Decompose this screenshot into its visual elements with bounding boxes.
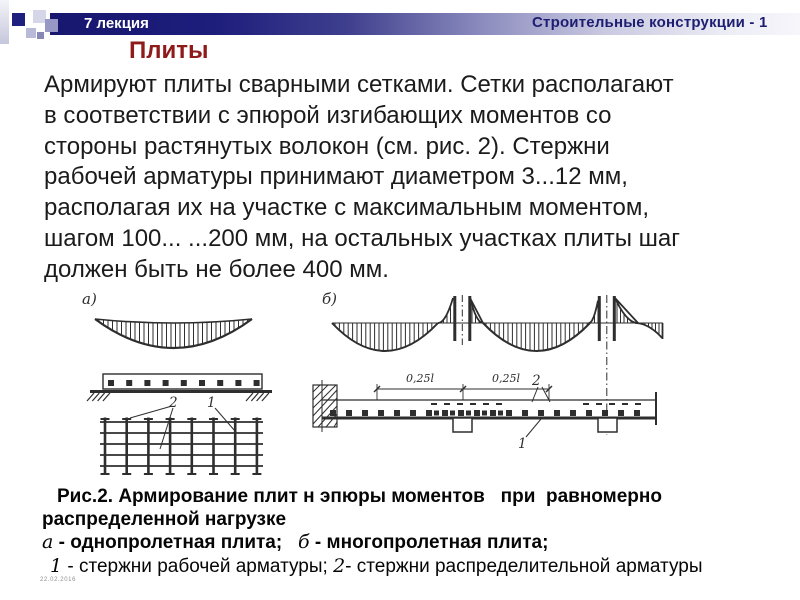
footer-note: 22.02.2016 xyxy=(40,577,77,583)
deco-square-navy xyxy=(12,13,25,26)
body-line: должен быть не более 400 мм. xyxy=(44,255,389,283)
body-line: располагая их на участке с максимальным моментом, xyxy=(44,194,649,222)
page-title: Плиты xyxy=(129,37,209,64)
lecture-label: 7 лекция xyxy=(84,15,149,32)
item-a-key: а xyxy=(42,531,54,553)
dimension-label-right: 0,25l xyxy=(491,372,521,385)
figure-a-single-span-slab xyxy=(60,288,290,480)
callout-2-label: 2 xyxy=(532,373,541,389)
course-label: Строительные конструкции - 1 xyxy=(532,14,768,31)
callout-1-label: 1 xyxy=(518,436,527,452)
legend-1-key: 1 xyxy=(50,555,63,577)
legend-2-key: 2 xyxy=(333,555,346,577)
body-line: в соответствии с эпюрой изгибающих моментов со xyxy=(44,101,612,129)
figure-b-label: б) xyxy=(322,290,338,308)
figure-b-multi-span-slab xyxy=(305,288,770,463)
body-line: рабочей арматуры принимают диаметром 3...12 мм, xyxy=(44,163,628,191)
body-line: стороны растянутых волокон (см. рис. 2). Стержни xyxy=(44,132,610,160)
deco-square-small xyxy=(26,28,36,38)
legend-1-text: - стержни рабочей арматуры; xyxy=(62,556,334,577)
figure-caption-line2: распределенной нагрузке xyxy=(42,509,287,530)
body-paragraph xyxy=(44,70,784,286)
item-a-text: - однопролетная плита; xyxy=(53,532,299,553)
figure-caption-legend xyxy=(50,555,702,578)
dimension-label-left: 0,25l xyxy=(405,372,435,385)
item-b-text: - многопролетная плита; xyxy=(309,532,549,553)
body-line: шагом 100... ...200 мм, на остальных участках плиты шаг xyxy=(44,224,681,252)
figure-caption-items xyxy=(42,531,548,554)
body-line: Армируют плиты сварными сетками. Сетки располагают xyxy=(44,71,674,98)
callout-1-label: 1 xyxy=(207,395,216,411)
figure-caption-line1: Рис.2. Армирование плит н эпюры моментов при равномерно xyxy=(57,486,662,507)
deco-vertical-bar xyxy=(0,0,9,44)
callout-2-label: 2 xyxy=(169,395,178,411)
deco-square-medium xyxy=(45,19,58,32)
item-b-key: б xyxy=(298,531,310,553)
deco-square-tiny xyxy=(37,32,44,39)
figure-a-label: а) xyxy=(82,290,97,308)
legend-2-text: - стержни распределительной арматуры xyxy=(345,556,703,577)
